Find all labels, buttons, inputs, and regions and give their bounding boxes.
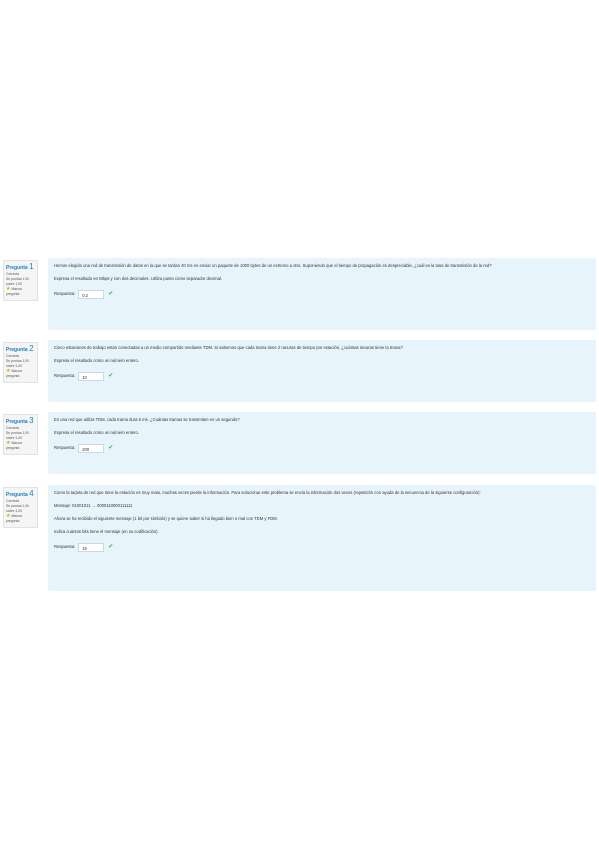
- question-content: [48, 412, 596, 474]
- question-instructions: Expresa el resultado en Mbps y con dos decimales. Utiliza punto como separador decimal.: [54, 276, 223, 281]
- answer-label: Respuesta:: [54, 291, 76, 296]
- question-example: Mensaje: 01001011 → 0000110000111111: [54, 503, 133, 508]
- question-state: Correcta: [6, 499, 20, 503]
- answer-row: [54, 542, 590, 552]
- question-text: Cinco estaciones de trabajo están conectadas a un medio compartido mediante TDM. Si sabemos que cada trama tiene 2 ranuras de tiempo por estación, ¿cuántas ranuras tiene la trama?: [54, 345, 403, 350]
- question-number: Pregunta 1: [6, 262, 34, 271]
- answer-input[interactable]: 0.2: [78, 290, 104, 299]
- question-points: Se puntúa 1,00 sobre 1,00: [6, 359, 30, 368]
- flag-question-link[interactable]: ★ Marcar pregunta: [6, 440, 22, 450]
- flag-icon: ★: [6, 513, 11, 519]
- answer-label: Respuesta:: [54, 445, 76, 450]
- question-info: [3, 260, 38, 301]
- question-content: [48, 340, 596, 402]
- question-content: [48, 258, 596, 330]
- question-instructions: Indica cuántos bits tiene el mensaje (en su codificación).: [54, 529, 159, 534]
- answer-row: [54, 289, 590, 299]
- question-state: Correcta: [6, 272, 20, 276]
- answer-input[interactable]: 200: [78, 444, 104, 453]
- question-state: Correcta: [6, 354, 20, 358]
- correct-check-icon: ✔: [108, 445, 114, 451]
- flag-icon: ★: [6, 286, 11, 292]
- question-points: Se puntúa 1,00 sobre 1,00: [6, 431, 30, 440]
- question-text-extra: Ahora se ha recibido el siguiente mensaje (1 bit por símbolo) y se quiere saber si ha llegado bien o mal con TDM y FDM.: [54, 516, 278, 521]
- answer-input[interactable]: 16: [78, 543, 104, 552]
- answer-input[interactable]: 10: [78, 372, 104, 381]
- flag-question-link[interactable]: ★ Marcar pregunta: [6, 368, 22, 378]
- answer-label: Respuesta:: [54, 544, 76, 549]
- question-number: Pregunta 4: [6, 489, 34, 498]
- question-points: Se puntúa 1,00 sobre 1,00: [6, 277, 30, 286]
- question-text: En una red que utiliza TDM, cada trama dura 5 ms. ¿Cuántas tramas se transmiten en un segundo?: [54, 417, 240, 422]
- flag-question-link[interactable]: ★ Marcar pregunta: [6, 513, 22, 523]
- question-info: [3, 487, 38, 528]
- answer-row: [54, 371, 590, 381]
- question-number: Pregunta 2: [6, 344, 34, 353]
- question-number: Pregunta 3: [6, 416, 34, 425]
- correct-check-icon: ✔: [108, 291, 114, 297]
- question-state: Correcta: [6, 426, 20, 430]
- answer-label: Respuesta:: [54, 373, 76, 378]
- question-info: [3, 342, 38, 383]
- flag-question-link[interactable]: ★ Marcar pregunta: [6, 286, 22, 296]
- correct-check-icon: ✔: [108, 544, 114, 550]
- question-text: Hemos elegido una red de transmisión de datos en la que se tardan 40 ms en enviar un paquete de 1000 bytes de un extremo a otro. Suponiendo que el tiempo de propagación es despreciable, ¿cuál es la tasa de transmisión de la red?: [54, 263, 492, 268]
- question-instructions: Expresa el resultado como un número entero.: [54, 430, 139, 435]
- correct-check-icon: ✔: [108, 373, 114, 379]
- question-instructions: Expresa el resultado como un número entero.: [54, 358, 139, 363]
- answer-row: [54, 443, 590, 453]
- flag-icon: ★: [6, 440, 11, 446]
- question-info: [3, 414, 38, 455]
- question-content: [48, 485, 596, 591]
- question-points: Se puntúa 1,00 sobre 1,00: [6, 504, 30, 513]
- flag-icon: ★: [6, 368, 11, 374]
- question-text: Como la tarjeta de red que tiene la estación es muy mala, muchas veces pierde la información. Para solucionar este problema se envía la información dos veces (repetición con ayuda de la secuencia de la siguiente configuración):: [54, 490, 481, 495]
